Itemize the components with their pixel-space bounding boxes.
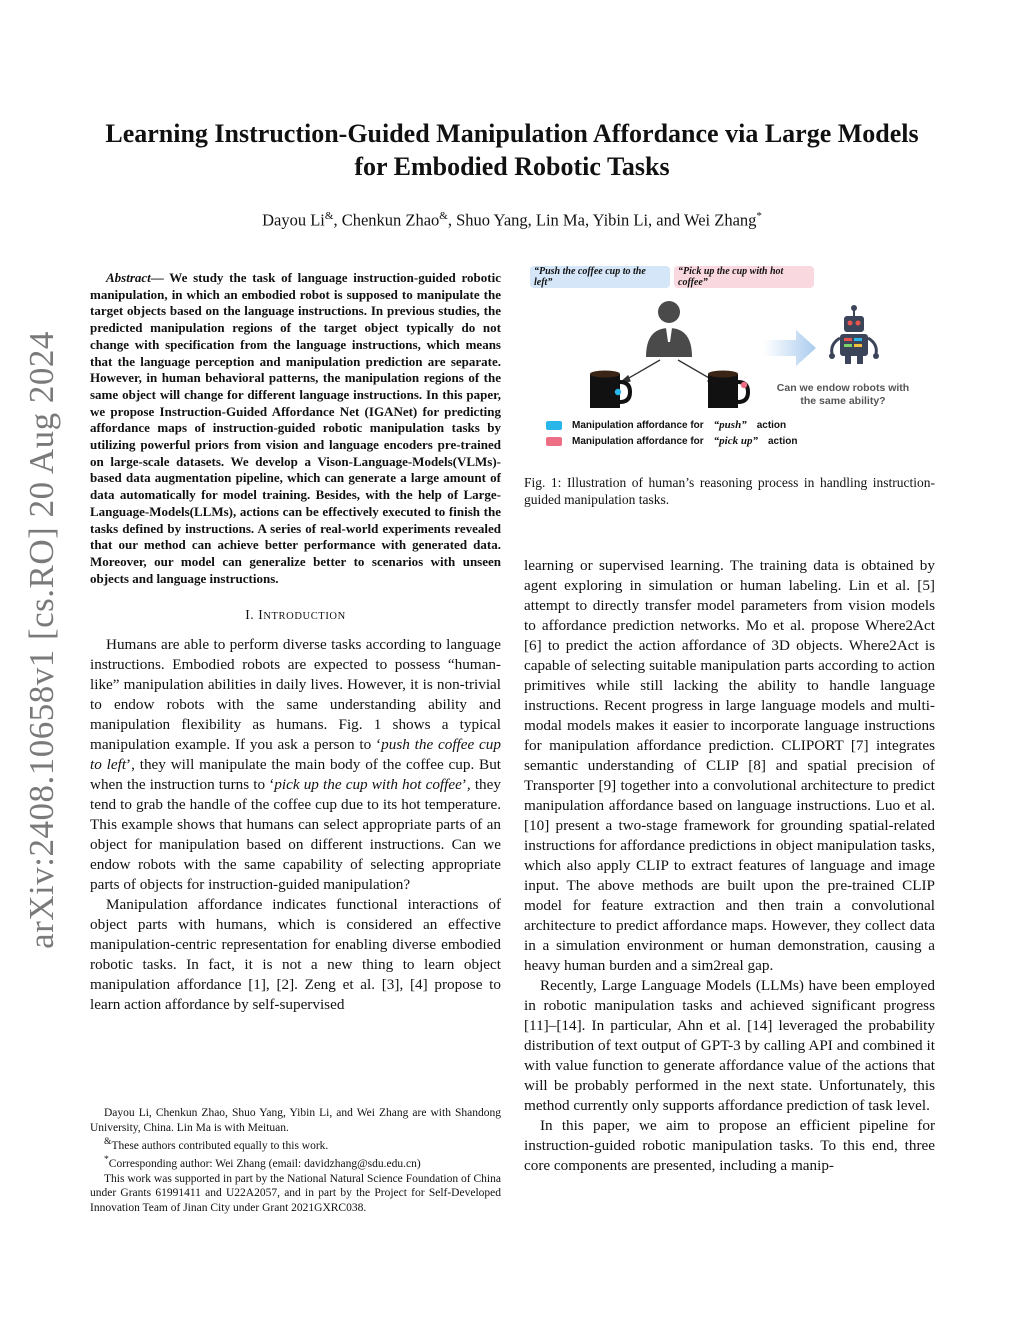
section-numeral: I. [245,607,259,623]
abstract [90,270,501,587]
arxiv-side-stamp [22,331,62,949]
legend-text: Manipulation affordance for [572,419,704,431]
quote-push-bubble: “Push the coffee cup to the left” [530,266,670,288]
author-separator: , [333,210,342,230]
abstract-text: We study the task of language instruction-guided robotic manipulation, in which an embodied robot is supposed to manipulate the target objects based on the language instructions. In previous studies, the predicted manipulation regions of the target object typically do not change with specification from the language instructions, which means that the language perception and manipulation prediction are separate. However, in human behavioral patterns, the manipulation regions of the same object will change for different language instructions. In this paper, we propose Instruction-Guided Affordance Net (IGANet) for predicting affordance maps of instruction-guided robotic manipulation tasks by utilizing powerful priors from vision and language encoders pre-trained on large-scale datasets. We develop a Vison-Language-Models(VLMs)-based data augmentation pipeline, which can generate a large amount of data automatically for model training. Besides, with the help of Large-Language-Models(LLMs), actions can be effectively executed to finish the tasks defined by instructions. A series of real-world experiments revealed that our method can achieve better performance with generated data. Moreover, our model can generalize better to scenarios with unseen objects and language instructions. [90,270,501,586]
intro-paragraph-2: Manipulation affordance indicates functional interactions of object parts with humans, which is considered an effective manipulation-centric representation for enabling diverse embodied robotic tasks. In fact, it is not a new thing to learn object manipulation affordance [1], [2]. Zeng et al. [3], [4] propose to learn action affordance by self-supervised [90,896,501,1014]
intro-paragraph-1 [90,635,501,895]
footnote-text: Corresponding author: Wei Zhang (email: davidzhang@sdu.edu.cn) [108,1158,421,1171]
legend-pick [546,435,797,447]
right-paragraph-2: Recently, Large Language Models (LLMs) have been employed in robotic manipulation tasks and achieved significant progress [11]–[14]. In particular, Ahn et al. [14] leveraged the probability distribution of text output of GPT-3 by calling API and combined it with value function to generate affordance value of the actions that will be probably performed in the next state. Unfortunately, this method currently only supports affordance prediction of task level. [524,977,935,1114]
legend-action-word: “pick up” [713,435,758,447]
reasoning-arrows [620,360,718,383]
author-list [100,210,924,231]
footnote-text: These authors contributed equally to this work. [111,1139,329,1152]
author-name: Yibin Li [592,210,649,230]
paper-title: Learning Instruction-Guided Manipulation Affordance via Large Models for Embodied Robotic Tasks [105,119,919,181]
legend-swatch-push [546,421,562,430]
footnote-mark: & [104,1136,112,1147]
right-column [524,258,935,1176]
author-name: Shuo Yang [456,210,528,230]
footnote-mark: * [104,1154,109,1166]
intro-p1-instruction-pick: pick up the cup with hot coffee [274,776,462,794]
abstract-dash: — [150,270,170,285]
coffee-cup-push-icon [590,371,630,409]
author-name: Wei Zhang [683,210,757,230]
intro-p1-b: ’, they will manipulate the main body of the coffee cup. But when the instruction turns to ‘ [90,756,502,794]
left-column [90,270,501,1015]
human-icon [646,301,692,357]
author-mark: * [756,210,762,222]
quote-pick-bubble: “Pick up the cup with hot coffee” [674,266,814,288]
author-separator: , and [648,210,684,230]
arxiv-id-text: arXiv:2408.10658v1 [cs.RO] 20 Aug 2024 [22,331,62,949]
intro-p1-c: ’, they tend to grab the handle of the coffee cup due to its hot temperature. This example shows that humans can select appropriate parts of an object for manipulation based on different instructions. Can we endow robots with the same capability of selecting appropriate parts of objects for instruction-guided manipulation? [90,776,501,894]
figure-1-caption: Fig. 1: Illustration of human’s reasoning process in handling instruction-guided manipulation tasks. [524,475,935,507]
robot-question-text: Can we endow robots with the same ability? [776,382,910,407]
legend-suffix: action [767,435,798,447]
section-first-letter: I [258,607,264,623]
abstract-label: Abstract [106,270,151,285]
section-heading-introduction [90,607,501,623]
author-separator: , [584,210,593,230]
right-paragraph-1: learning or supervised learning. The training data is obtained by agent exploring in simulation or human labeling. Lin et al. [5] attempt to directly transfer model parameters from vision models to affordance prediction networks. Mo et al. propose Where2Act [6] to predict the action affordance of 3D objects. Where2Act is capable of selecting suitable manipulation parts according to action primitives while still lacking the ability to handle language instructions. Recent progress in large language models and multi-modal models makes it easier to incorporate language instructions for manipulation affordance prediction. CLIPORT [7] integrates semantic understanding of CLIP [8] and spatial precision of Transporter [9] together into a convolutional architecture to predict manipulation affordance based on language instructions. Luo et al. [10] present a two-stage framework for grounding spatial-related instructions for affordance predictions in object manipulation tasks, which also apply CLIP to extract features of language and image input. The above methods are built upon the pre-trained CLIP model for feature extraction and then train a convolutional architecture to predict affordance maps. However, they collect data in a simulation environment or human demonstration, causing a heavy human burden and a sim2real gap. [524,557,935,974]
author-name: Dayou Li [262,210,325,230]
footnotes [90,1106,501,1215]
coffee-cup-pick-icon [708,371,748,409]
footnote-affiliation: Dayou Li, Chenkun Zhao, Shuo Yang, Yibin Li, and Wei Zhang are with Shandong University, China. Lin Ma is with Meituan. [90,1107,501,1134]
legend-text: Manipulation affordance for [572,435,704,447]
intro-p1-instruction-push: push the coffee cup to left [90,736,501,774]
author-mark: & [324,210,334,222]
figure-spacer [524,508,935,556]
author-separator: , [447,210,457,230]
author-name: Chenkun Zhao [341,210,440,230]
legend-action-word: “push” [713,419,747,431]
author-name: Lin Ma [535,210,585,230]
footnote-funding: This work was supported in part by the National Natural Science Foundation of China under Grants 61991411 and U22A2057, and in part by the Project for Self-Developed Innovation Team of Jinan City under Grant 2021GXRC038. [90,1172,501,1214]
legend-push [546,419,786,431]
section-rest: NTRODUCTION [263,611,346,623]
robot-icon [829,305,879,364]
author-separator: , [527,210,536,230]
intro-p1-a: Humans are able to perform diverse tasks according to language instructions. Embodied robots are expected to possess “human-like” manipulation abilities in daily lives. However, it is non-trivial to endow robots with the same understanding ability and manipulation flexibility as humans. Fig. 1 shows a typical manipulation example. If you ask a person to ‘ [90,636,501,754]
legend-swatch-pick [546,437,562,446]
figure-1 [524,258,935,458]
footnote-equal-contribution [90,1135,501,1153]
right-paragraph-3: In this paper, we aim to propose an efficient pipeline for instruction-guided robotic manipulation tasks. To this end, three core components are presented, including a manip- [524,1117,935,1174]
legend-suffix: action [756,419,787,431]
author-mark: & [439,210,448,222]
transfer-arrow-icon [764,330,816,366]
footnote-corresponding [90,1153,501,1171]
